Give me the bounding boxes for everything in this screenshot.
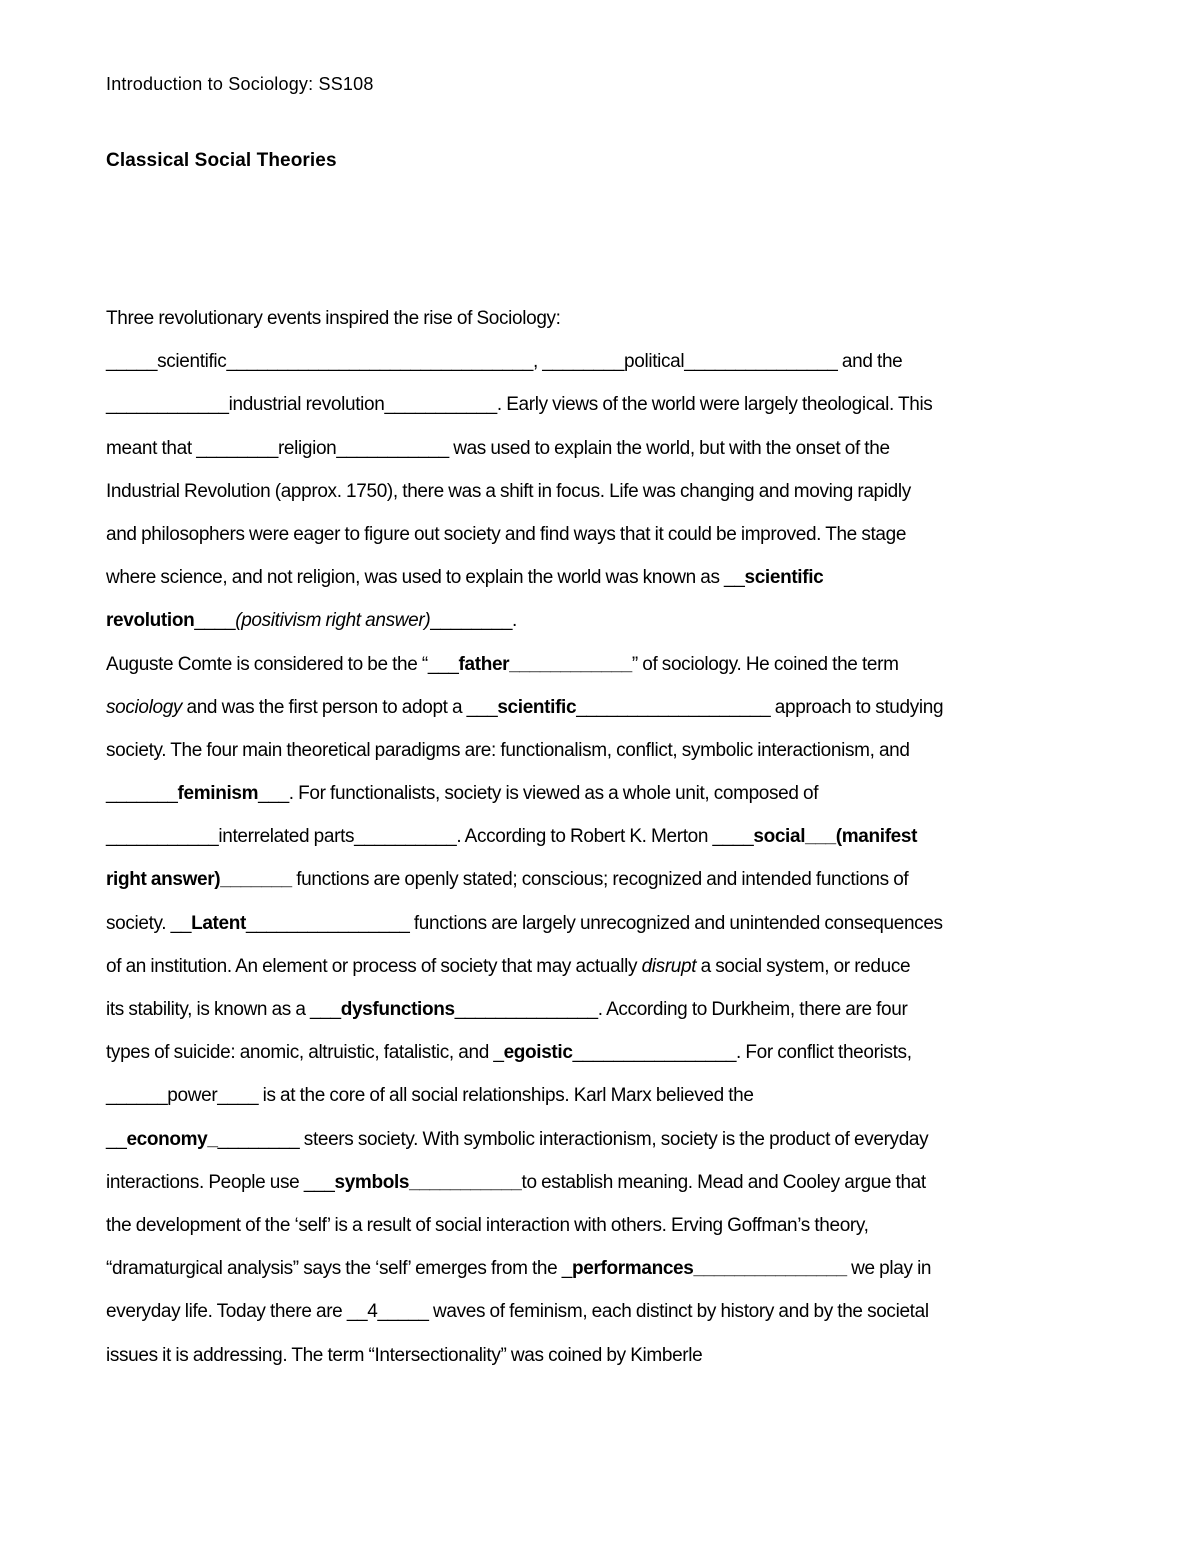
text-segment: we play in xyxy=(846,1258,932,1280)
text-segment: ” of sociology. He coined the term xyxy=(631,653,899,675)
italic-text: disrupt xyxy=(641,955,697,977)
text-line xyxy=(106,513,1106,556)
answer-text: right answer)_______ xyxy=(106,869,292,891)
text-segment: ___________interrelated parts__________. According to Robert K. Merton ____ xyxy=(106,826,754,848)
answer-text: Latent xyxy=(191,912,246,934)
text-segment: ________. xyxy=(430,610,517,632)
text-line xyxy=(106,945,1106,988)
text-line xyxy=(106,1031,1106,1074)
answer-text: social___(manifest xyxy=(753,826,918,848)
worksheet-body xyxy=(106,297,1106,1377)
text-segment: interactions. People use ___ xyxy=(106,1171,335,1193)
italic-text: (positivism right answer) xyxy=(235,610,431,632)
text-segment: its stability, is known as a ___ xyxy=(106,999,341,1020)
answer-text: revolution xyxy=(106,610,195,632)
text-segment: ________________ functions are largely unrecognized and unintended consequences xyxy=(245,912,943,934)
text-line xyxy=(106,772,1106,815)
italic-text: sociology xyxy=(106,696,183,718)
text-segment: the development of the ‘self’ is a result of social interaction with others. Erving Goffman’s theory, xyxy=(106,1214,869,1236)
text-segment: functions are openly stated; conscious; recognized and intended functions of xyxy=(291,869,909,891)
text-line xyxy=(106,340,1106,383)
text-line xyxy=(106,643,1106,686)
answer-text: father____________ xyxy=(458,653,632,675)
text-line xyxy=(106,297,1106,340)
text-line xyxy=(106,1118,1106,1161)
text-segment: ____ xyxy=(194,610,236,632)
text-segment: everyday life. Today there are __4_____ waves of feminism, each distinct by history and by the societal xyxy=(106,1301,929,1323)
answer-text: egoistic xyxy=(503,1042,573,1064)
text-segment: ___________________ approach to studying xyxy=(576,696,944,718)
text-line xyxy=(106,1247,1106,1290)
text-segment: meant that ________religion___________ was used to explain the world, but with the onset of the xyxy=(106,437,890,459)
text-segment: Industrial Revolution (approx. 1750), there was a shift in focus. Life was changing and moving rapidly xyxy=(106,480,911,502)
text-line xyxy=(106,556,1106,599)
text-line xyxy=(106,902,1106,945)
text-segment: where science, and not religion, was used to explain the world was known as __ xyxy=(106,567,745,589)
answer-text: symbols___________ xyxy=(334,1171,522,1193)
text-line xyxy=(106,470,1106,513)
text-segment: to establish meaning. Mead and Cooley argue that xyxy=(521,1171,926,1193)
text-line xyxy=(106,599,1106,642)
text-line xyxy=(106,858,1106,901)
text-segment: and philosophers were eager to figure out society and find ways that it could be improved. The stage xyxy=(106,523,907,545)
text-segment: and was the first person to adopt a ___ xyxy=(182,696,498,718)
text-segment: __ xyxy=(106,1128,127,1150)
text-line xyxy=(106,686,1106,729)
answer-text: scientific xyxy=(497,696,577,718)
text-segment: issues it is addressing. The term “Intersectionality” was coined by Kimberle xyxy=(106,1344,703,1366)
answer-text: feminism xyxy=(177,783,259,805)
text-segment: society. __ xyxy=(106,912,192,934)
text-segment: ______________. According to Durkheim, there are four xyxy=(454,999,908,1020)
answer-text: economy_ xyxy=(126,1128,218,1150)
text-segment: of an institution. An element or process of society that may actually xyxy=(106,955,642,977)
text-segment: ____________industrial revolution___________. Early views of the world were largely theological. This xyxy=(106,394,933,416)
text-line xyxy=(106,1204,1106,1247)
document-title: Classical Social Theories xyxy=(106,150,337,171)
text-segment: types of suicide: anomic, altruistic, fatalistic, and _ xyxy=(106,1042,504,1064)
course-header: Introduction to Sociology: SS108 xyxy=(106,74,374,94)
text-segment: Auguste Comte is considered to be the “___ xyxy=(106,653,459,675)
text-line xyxy=(106,1161,1106,1204)
text-segment: ________ steers society. With symbolic interactionism, society is the product of everyday xyxy=(217,1128,929,1150)
text-line xyxy=(106,383,1106,426)
text-line xyxy=(106,427,1106,470)
answer-text: dysfunctions xyxy=(340,999,455,1020)
answer-text: performances_______________ xyxy=(572,1258,847,1280)
answer-text: scientific xyxy=(744,567,824,589)
text-segment: ______power____ is at the core of all social relationships. Karl Marx believed the xyxy=(106,1085,754,1107)
text-line xyxy=(106,1074,1106,1117)
text-segment: _____scientific______________________________, ________political_______________ and the xyxy=(106,351,903,373)
text-segment: Three revolutionary events inspired the rise of Sociology: xyxy=(106,308,561,329)
text-line xyxy=(106,1334,1106,1377)
text-segment: “dramaturgical analysis” says the ‘self’ emerges from the _ xyxy=(106,1258,573,1280)
text-line xyxy=(106,1290,1106,1333)
text-line xyxy=(106,988,1106,1031)
text-segment: society. The four main theoretical paradigms are: functionalism, conflict, symbolic interactionism, and xyxy=(106,739,910,761)
text-segment: a social system, or reduce xyxy=(696,955,911,977)
text-segment: ________________. For conflict theorists, xyxy=(572,1042,912,1064)
text-segment: _______ xyxy=(106,783,178,805)
text-line xyxy=(106,729,1106,772)
text-line xyxy=(106,815,1106,858)
text-segment: ___. For functionalists, society is viewed as a whole unit, composed of xyxy=(258,783,819,805)
